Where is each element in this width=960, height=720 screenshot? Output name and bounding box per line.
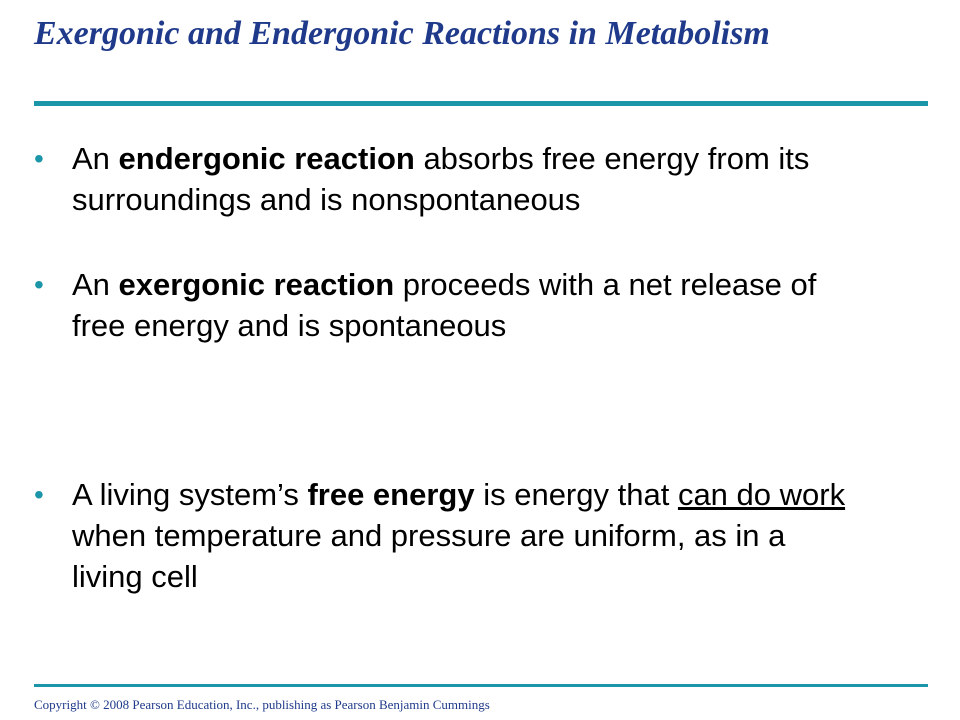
bullet-free-energy: [34, 474, 854, 597]
slide-title: Exergonic and Endergonic Reactions in Metabolism: [34, 15, 770, 52]
bullet-marker: •: [34, 143, 44, 174]
bullet-text: [72, 264, 854, 346]
bullet-text-middle: is energy that: [474, 477, 678, 512]
phrase-can-do-work: can do work: [677, 477, 846, 512]
bullet-text-rest: when temperature and pressure are uniform, as in a living cell: [72, 518, 786, 594]
bullet-text-lead: An: [72, 267, 119, 302]
term-endergonic-reaction: endergonic reaction: [118, 141, 415, 176]
bullet-endergonic: [34, 138, 854, 220]
bullet-text-rest: absorbs free energy from its surroundings and is nonspontaneous: [72, 141, 810, 217]
bullet-marker: •: [34, 479, 44, 510]
bullet-marker: •: [34, 269, 44, 300]
bullet-text: [72, 138, 854, 220]
bullet-text-lead: An: [72, 141, 119, 176]
bullet-exergonic: [34, 264, 854, 346]
term-exergonic-reaction: exergonic reaction: [118, 267, 395, 302]
bullet-text: [72, 474, 854, 597]
copyright-notice: Copyright © 2008 Pearson Education, Inc., publishing as Pearson Benjamin Cummings: [34, 697, 490, 712]
term-free-energy: free energy: [307, 477, 475, 512]
bullet-text-lead: A living system’s: [72, 477, 308, 512]
footer-divider: [34, 684, 928, 687]
bullet-text-rest: proceeds with a net release of free energy and is spontaneous: [72, 267, 817, 343]
